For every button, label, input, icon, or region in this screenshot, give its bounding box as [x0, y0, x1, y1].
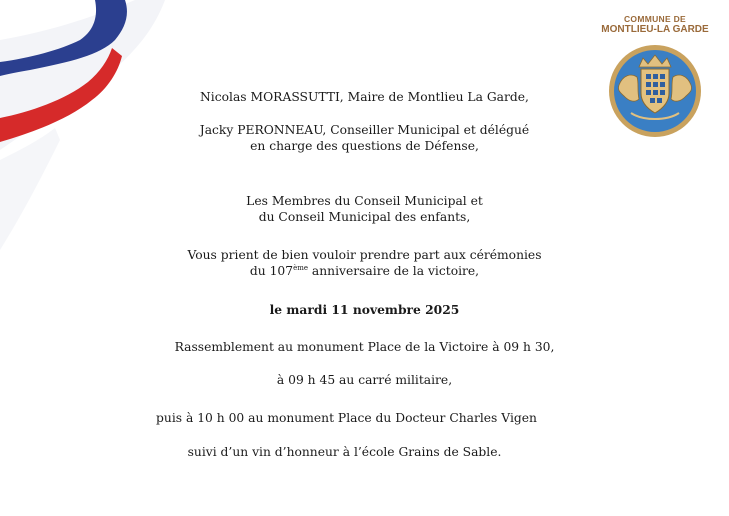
schedule-line-4: suivi d’un vin d’honneur à l’école Grains de Sable.: [187, 445, 502, 459]
ceremony-date: le mardi 11 novembre 2025: [269, 302, 460, 317]
request-line-2-pre: du 107: [249, 264, 294, 278]
schedule-line-3: puis à 10 h 00 au monument Place du Docteur Charles Vigen: [156, 411, 537, 425]
logo-line-1: COMMUNE DE: [623, 14, 687, 24]
logo-line-2: MONTLIEU-LA GARDE: [601, 24, 709, 35]
request-line-2: [0, 263, 729, 279]
host-councillor-line-2: en charge des questions de Défense,: [250, 139, 479, 153]
host-mayor-line: Nicolas MORASSUTTI, Maire de Montlieu La Garde,: [200, 90, 529, 104]
members-line-2: du Conseil Municipal des enfants,: [258, 210, 471, 224]
schedule-line-1: Rassemblement au monument Place de la Victoire à 09 h 30,: [174, 340, 555, 354]
request-line-1: Vous prient de bien vouloir prendre part aux cérémonies: [187, 248, 542, 262]
host-councillor-line-1: Jacky PERONNEAU, Conseiller Municipal et délégué: [199, 123, 530, 137]
schedule-line-2: à 09 h 45 au carré militaire,: [276, 373, 453, 387]
ordinal-suffix: ème: [293, 264, 308, 272]
request-line-2-post: anniversaire de la victoire,: [308, 264, 480, 278]
members-line-1: Les Membres du Conseil Municipal et: [246, 194, 483, 208]
